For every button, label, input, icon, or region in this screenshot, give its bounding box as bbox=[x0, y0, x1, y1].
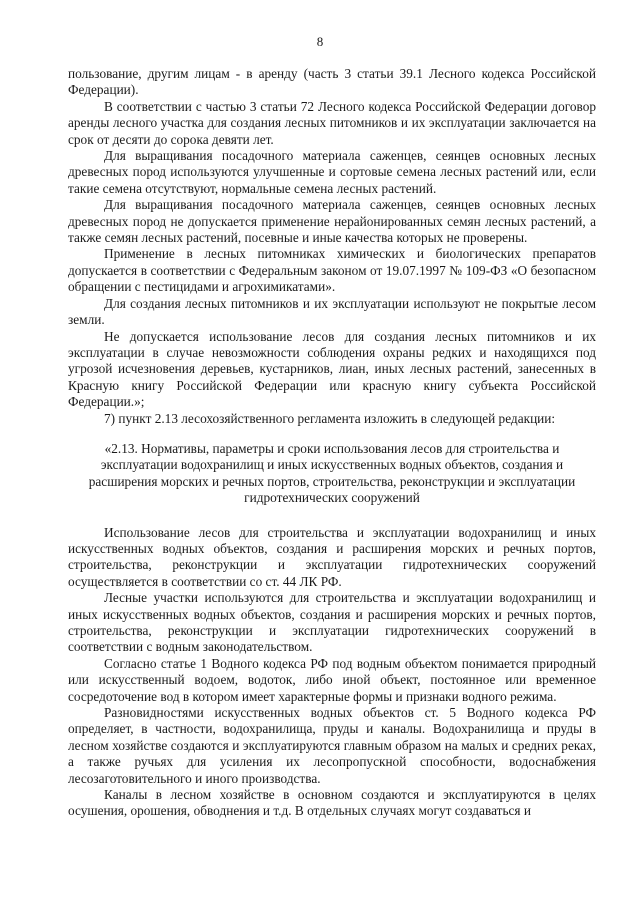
document-body bbox=[68, 66, 596, 820]
paragraph: Использование лесов для строительства и эксплуатации водохранилищ и иных искусственных водных объектов, создания и расширения морских и речных портов, строительства, реконструкции и эксплуатации гидротехнических сооружений осуществляется в соответствии со ст. 44 ЛК РФ. bbox=[68, 524, 596, 589]
paragraph: Согласно статье 1 Водного кодекса РФ под водным объектом понимается природный или искусственный водоем, водоток, либо иной объект, постоянное или временное сосредоточение вод в котором имеет характерные формы и признаки водного режима. bbox=[68, 655, 596, 704]
paragraph: В соответствии с частью 3 статьи 72 Лесного кодекса Российской Федерации договор аренды лесного участка для создания лесных питомников и их эксплуатации заключается на срок от десяти до сорока девяти лет. bbox=[68, 98, 596, 147]
paragraph: Разновидностями искусственных водных объектов ст. 5 Водного кодекса РФ определяет, в частности, водохранилища, пруды и каналы. Водохранилища и пруды в лесном хозяйстве создаются и эксплуатируются главным образом на малых и средних реках, а также ручьях для усиления их лесопропускной способности, водоснабжения лесозаготовительного и иного производства. bbox=[68, 705, 596, 786]
paragraph: Не допускается использование лесов для создания лесных питомников и их эксплуатации в случае невозможности соблюдения охраны редких и находящихся под угрозой исчезновения деревьев, кустарников, лиан, иных лесных растений, занесенных в Красную книгу Российской Федерации или красную книгу субъекта Российской Федерации.»; bbox=[68, 328, 596, 410]
paragraph: Для выращивания посадочного материала саженцев, сеянцев основных лесных древесных пород не допускается применение нерайонированных семян лесных растений, а также семян лесных растений, посевные и иные качества которых не проверены. bbox=[68, 197, 596, 246]
amendment-item: 7) пункт 2.13 лесохозяйственного регламента изложить в следующей редакции: bbox=[104, 410, 556, 426]
paragraph: пользование, другим лицам - в аренду (часть 3 статьи 39.1 Лесного кодекса Российской Федерации). bbox=[68, 66, 596, 98]
paragraph: Каналы в лесном хозяйстве в основном создаются и эксплуатируются в целях осушения, орошения, обводнения и т.д. В отдельных случаях могут создаваться и bbox=[68, 787, 596, 819]
paragraph: Лесные участки используются для строительства и эксплуатации водохранилищ и иных искусственных водных объектов, создания и расширения морских и речных портов, строительства, реконструкции и эксплуатации гидротехнических сооружений в соответствии с водным законодательством. bbox=[68, 590, 596, 655]
page-number: 8 bbox=[316, 34, 324, 49]
paragraph: Применение в лесных питомниках химических и биологических препаратов допускается в соответствии с Федеральным законом от 19.07.1997 № 109-ФЗ «О безопасном обращении с пестицидами и агрохимикатами». bbox=[68, 246, 596, 295]
section-heading: «2.13. Нормативы, параметры и сроки использования лесов для строительства и эксплуатации водохранилищ и иных искусственных водных объектов, создания и расширения морских и речных портов, строительства, реконструкции и эксплуатации гидротехнических сооружений bbox=[88, 440, 576, 506]
paragraph: Для создания лесных питомников и их эксплуатации используют не покрытые лесом земли. bbox=[68, 295, 596, 328]
paragraph: Для выращивания посадочного материала саженцев, сеянцев основных лесных древесных пород используются улучшенные и сортовые семена лесных растений или, если такие семена отсутствуют, нормальные семена лесных растений. bbox=[68, 148, 596, 196]
